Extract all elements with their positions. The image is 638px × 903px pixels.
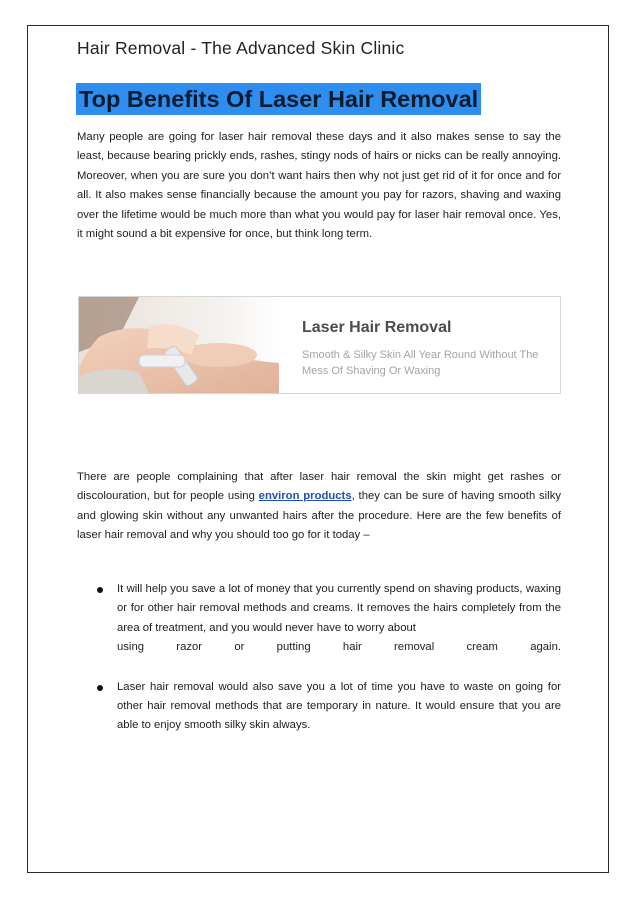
page-title: Top Benefits Of Laser Hair Removal	[76, 83, 481, 115]
banner-title: Laser Hair Removal	[302, 319, 452, 336]
list-item-text: Laser hair removal would also save you a lot of time you have to waste on going for other hair removal methods that are temporary in nature. It would ensure that you are able to enjoy smooth silky skin always.	[117, 680, 561, 732]
list-item-text: It will help you save a lot of money that you currently spend on shaving products, waxing or for other hair removal methods and creams. It removes the hairs completely from the area of treatment, and you would never have to worry about	[117, 583, 561, 634]
list-item-last-line: using razor or putting hair removal cream again.	[117, 641, 561, 654]
intro-paragraph: Many people are going for laser hair removal these days and it also makes sense to say the least, because bearing prickly ends, rashes, stingy nods of hairs or nicks can be really annoying. Moreover, when you are sure you don’t want hairs then why not just get rid of it for once and for all. It also makes sense financially because the amount you pay for razors, shaving and waxing over the lifetime would be much more than what you would pay for laser hair removal once. Yes, it might sound a bit expensive for once, but think long term.	[77, 131, 561, 241]
second-paragraph	[77, 468, 561, 546]
second-paragraph-text-end: , they can be sure of having smooth silky and glowing skin without any unwanted hairs after the procedure. Here are the few benefits of laser hair removal and why you should too go for it today –	[77, 490, 561, 542]
document-header: Hair Removal - The Advanced Skin Clinic	[77, 38, 405, 58]
list-item	[95, 580, 561, 658]
bullet-icon	[97, 587, 103, 593]
banner-subtitle: Smooth & Silky Skin All Year Round Without The Mess Of Shaving Or Waxing	[302, 349, 539, 377]
second-paragraph-text-start: There are people complaining that after laser hair removal the skin might get rashes or discolouration, but for people using	[77, 471, 561, 503]
list-item	[95, 678, 561, 736]
benefits-list	[95, 580, 561, 756]
treatment-photo	[79, 297, 279, 393]
environ-products-link[interactable]: environ products	[258, 490, 352, 503]
bullet-icon	[97, 685, 103, 691]
laser-hair-removal-banner	[78, 296, 561, 394]
